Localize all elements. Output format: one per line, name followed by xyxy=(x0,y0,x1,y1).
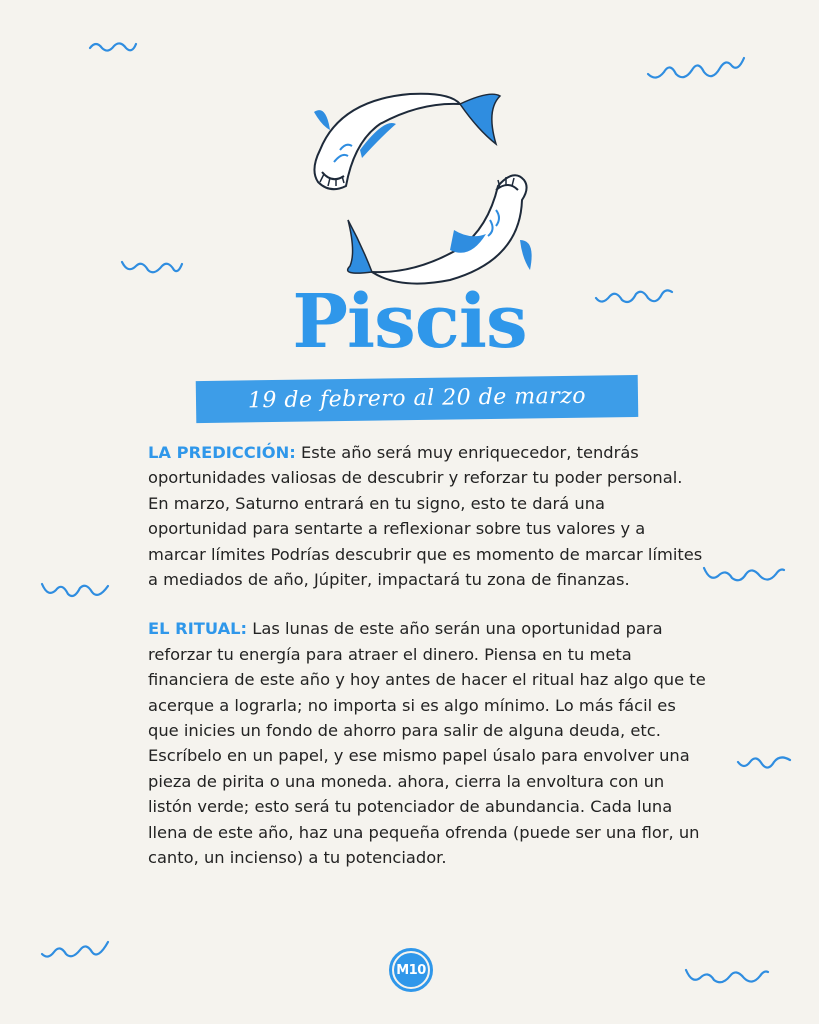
pisces-fish-icon xyxy=(300,90,540,290)
wave-icon xyxy=(40,938,110,962)
prediction-paragraph xyxy=(148,440,708,592)
page-title: Piscis xyxy=(292,279,527,365)
wave-icon xyxy=(40,578,110,602)
wave-icon xyxy=(684,964,770,988)
wave-icon xyxy=(88,38,138,56)
wave-icon xyxy=(736,752,792,774)
wave-icon xyxy=(702,562,786,586)
horoscope-body xyxy=(148,440,708,895)
wave-icon xyxy=(646,52,746,82)
date-range-banner xyxy=(196,375,639,423)
date-range: 19 de febrero al 20 de marzo xyxy=(247,383,587,414)
wave-icon xyxy=(120,256,184,278)
ritual-paragraph xyxy=(148,616,708,870)
logo-text: M10 xyxy=(394,953,428,987)
m10-logo-icon xyxy=(389,948,433,992)
prediction-text: Este año será muy enriquecedor, tendrás oportunidades valiosas de descubrir y reforzar tu poder personal. En marzo, Saturno entrará en tu signo, esto te dará una oportunidad para sentarte a reflexionar sobre tus valores y a marcar límites Podrías descubrir que es momento de marcar límites a mediados de año, Júpiter, impactará tu zona de finanzas. xyxy=(148,443,703,590)
ritual-text: Las lunas de este año serán una oportunidad para reforzar tu energía para atraer el dinero. Piensa en tu meta financiera de este año y hoy antes de hacer el ritual haz algo que te acerque a lograrla; no importa si es algo mínimo. Lo más fácil es que inicies un fondo de ahorro para salir de alguna deuda, etc. Escríbelo en un papel, y ese mismo papel úsalo para envolver una pieza de pirita o una moneda. ahora, cierra la envoltura con un listón verde; esto será tu potenciador de abundancia. Cada luna llena de este año, haz una pequeña ofrenda (puede ser una flor, un canto, un incienso) a tu potenciador. xyxy=(148,619,706,868)
prediction-label: LA PREDICCIÓN: xyxy=(148,443,296,462)
ritual-label: EL RITUAL: xyxy=(148,619,248,639)
